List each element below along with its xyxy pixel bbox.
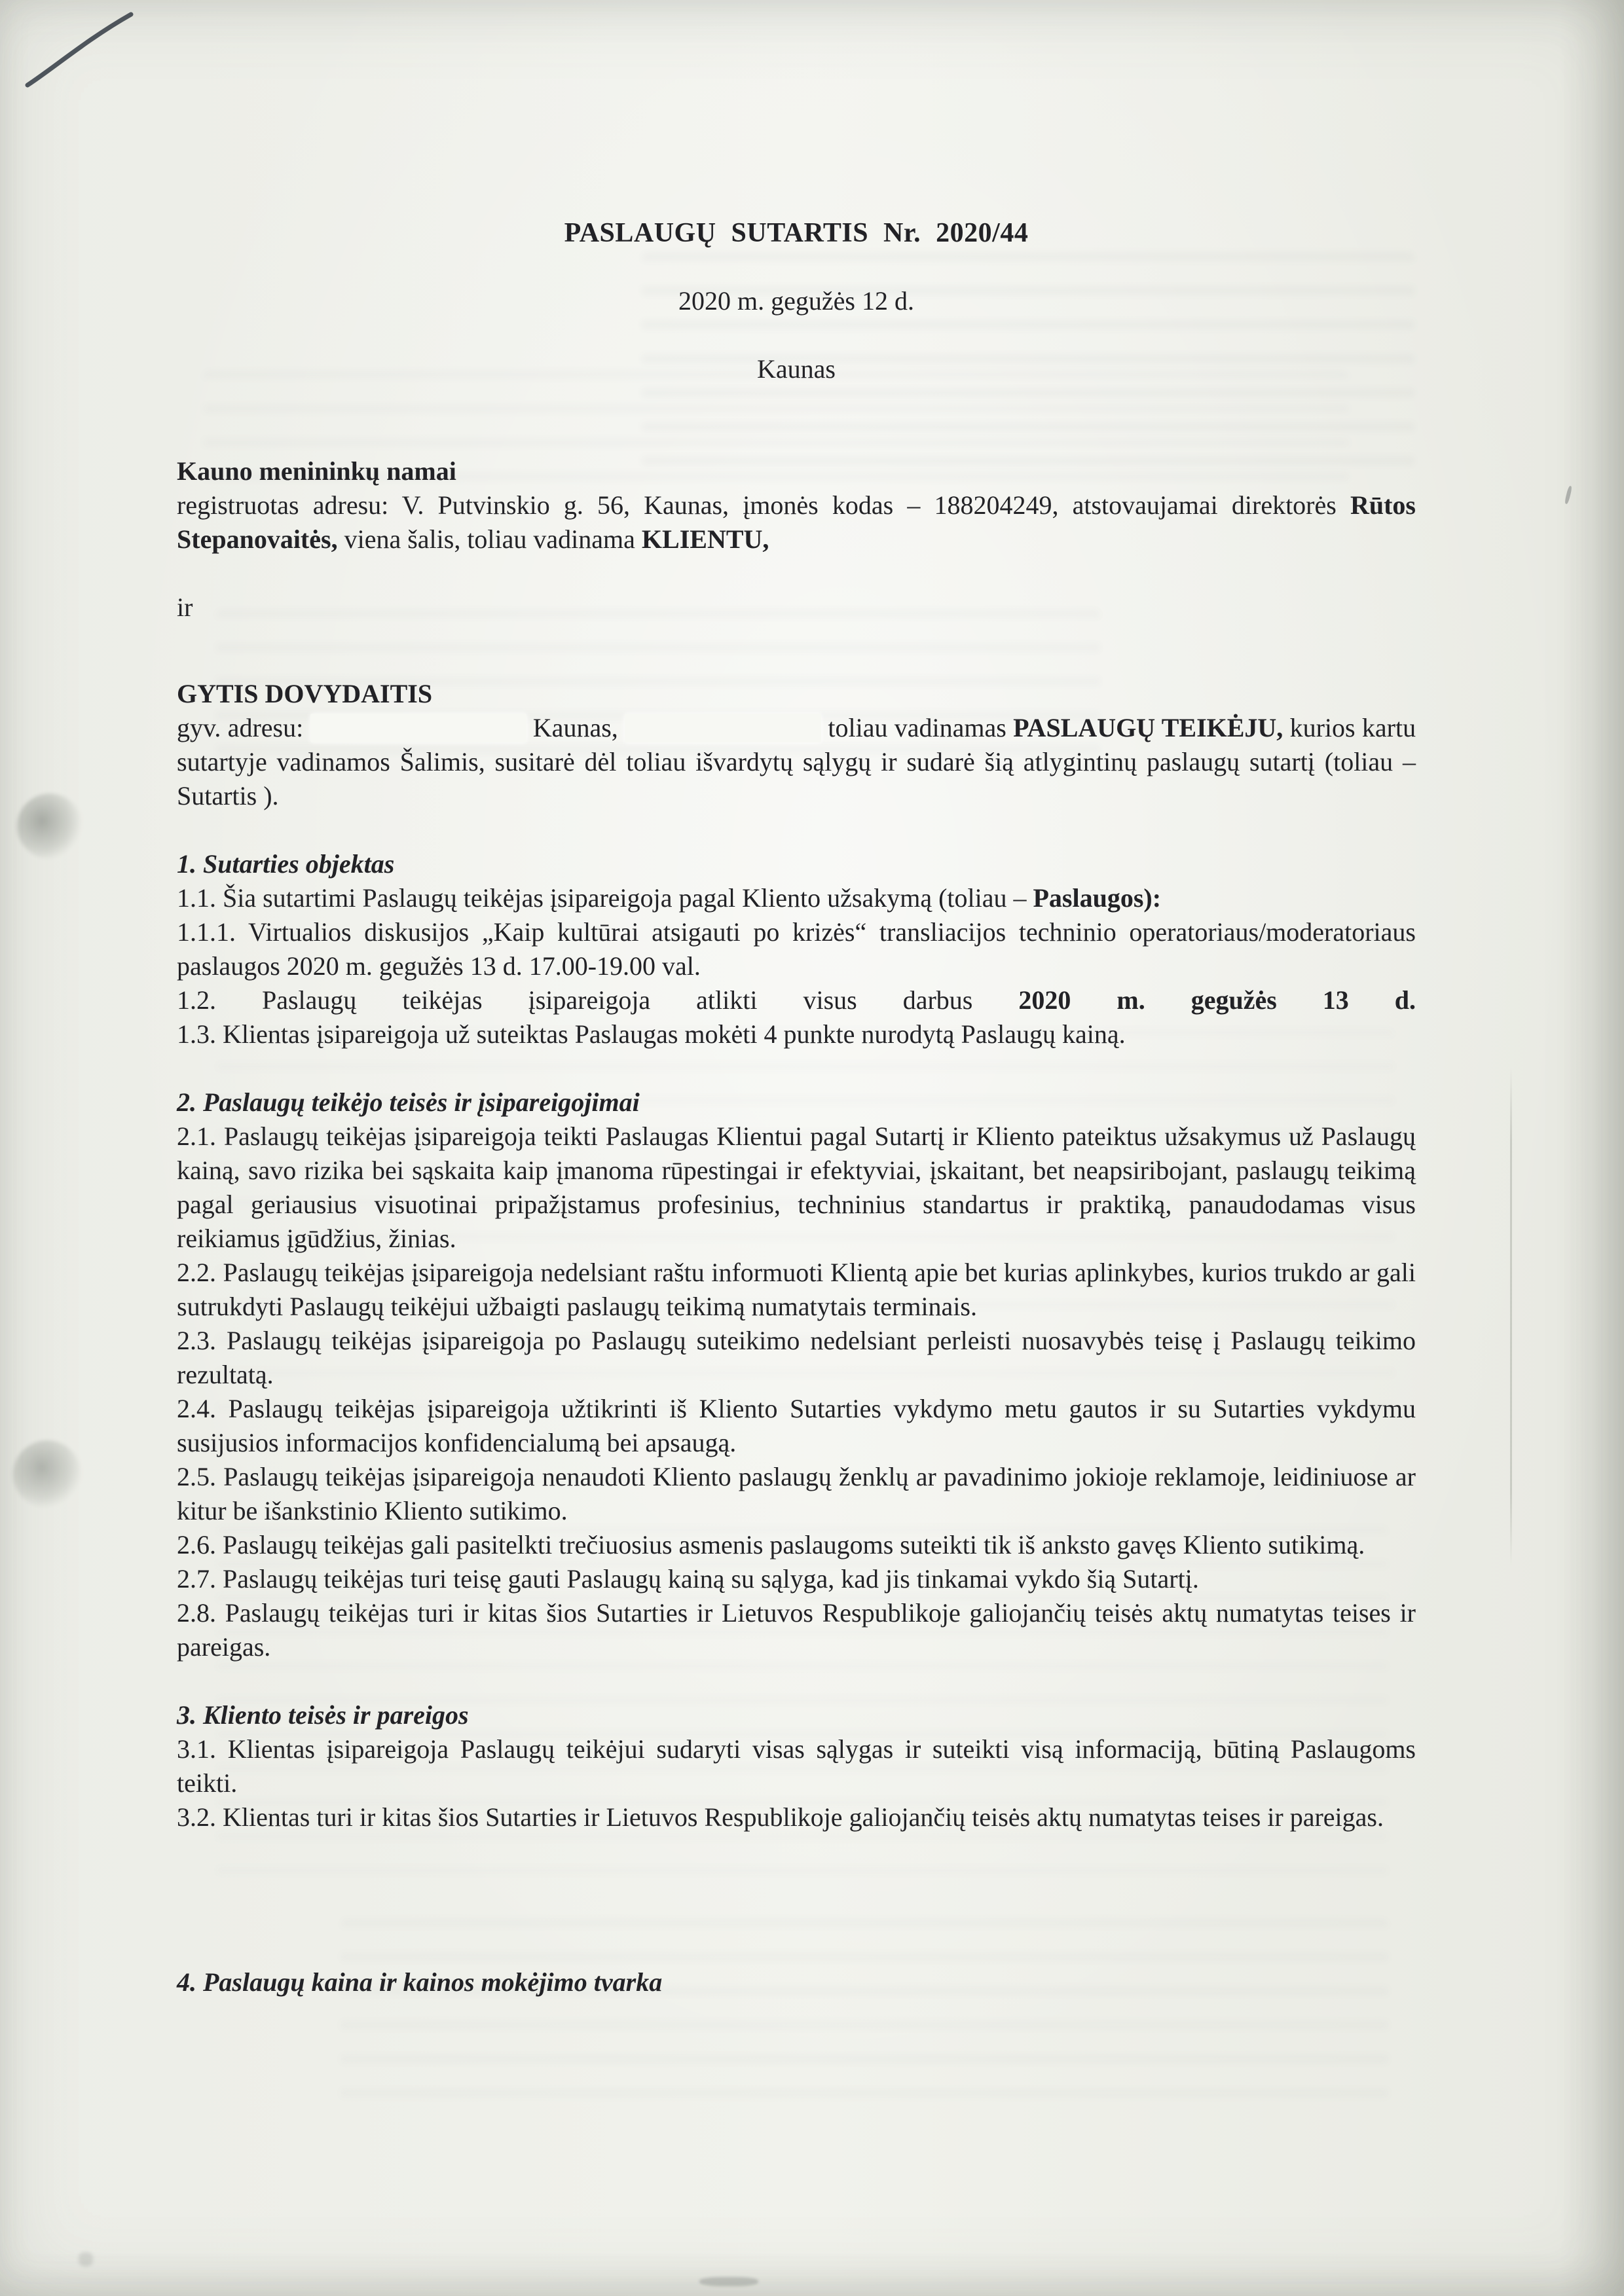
provider-name: GYTIS DOVYDAITIS bbox=[177, 679, 433, 708]
clause-3-1: 3.1. Klientas įsipareigoja Paslaugų teikėjui sudaryti visas sąlygas ir suteikti visą informaciją, būtiną Paslaugoms teikti. bbox=[177, 1734, 1416, 1798]
clause-1-1-1: 1.1.1. Virtualios diskusijos „Kaip kultūrai atsigauti po krizės“ transliacijos techninio operatoriaus/moderatoriaus paslaugos 2020 m. gegužės 13 d. 17.00-19.00 val. bbox=[177, 917, 1416, 981]
crease-line bbox=[1510, 1067, 1512, 1565]
section-1-heading: 1. Sutarties objektas bbox=[177, 849, 395, 879]
scan-speck bbox=[79, 2252, 93, 2267]
clause-2-5: 2.5. Paslaugų teikėjas įsipareigoja nenaudoti Kliento paslaugų ženklų ar pavadinimo jokioje reklamoje, leidiniuose ar kitur be išankstinio Kliento sutikimo. bbox=[177, 1462, 1416, 1525]
provider-address-city: Kaunas, bbox=[532, 713, 618, 742]
client-director-name: Rūtos Stepanovaitės, bbox=[177, 490, 1416, 554]
pen-mark bbox=[18, 5, 149, 97]
provider-term: PASLAUGŲ TEIKĖJU, bbox=[1013, 713, 1283, 742]
document-title: PASLAUGŲ SUTARTIS Nr. 2020/44 bbox=[564, 218, 1029, 248]
client-mid-text: viena šalis, toliau vadinama bbox=[344, 524, 635, 554]
section-2-heading: 2. Paslaugų teikėjo teisės ir įsipareigojimai bbox=[177, 1087, 640, 1117]
provider-tail-text: kurios kartu sutartyje vadinamos Šalimis, susitarė dėl toliau išvardytų sąlygų ir sudarė šią atlygintinų paslaugų sutartį (toliau – Sutartis ). bbox=[177, 713, 1416, 811]
document-content bbox=[177, 216, 1416, 1999]
clause-1-2 bbox=[177, 983, 1416, 1017]
clause-2-4: 2.4. Paslaugų teikėjas įsipareigoja užtikrinti iš Kliento Sutarties vykdymo metu gautos ir su Sutarties vykdymu susijusios informacijos konfidencialumą bei apsaugą. bbox=[177, 1394, 1416, 1457]
clause-3-2: 3.2. Klientas turi ir kitas šios Sutarties ir Lietuvos Respublikoje galiojančių teisės aktų numatytas teises ir pareigas. bbox=[177, 1802, 1384, 1832]
clause-1-1-bold: Paslaugos): bbox=[1033, 883, 1162, 913]
section-4-heading: 4. Paslaugų kaina ir kainos mokėjimo tvarka bbox=[177, 1967, 663, 1997]
clause-2-3: 2.3. Paslaugų teikėjas įsipareigoja po Paslaugų suteikimo nedelsiant perleisti nuosavybės teisę į Paslaugų teikimo rezultatą. bbox=[177, 1326, 1416, 1389]
scan-speck bbox=[699, 2277, 758, 2286]
document-city: Kaunas bbox=[757, 354, 836, 384]
provider-mid-text: toliau vadinamas bbox=[828, 713, 1006, 742]
provider-party-block bbox=[177, 677, 1416, 813]
clause-2-6: 2.6. Paslaugų teikėjas gali pasitelkti trečiuosius asmenis paslaugoms suteikti tik iš anksto gavęs Kliento sutikimą. bbox=[177, 1530, 1365, 1559]
parties-connector: ir bbox=[177, 592, 193, 622]
provider-address-label: gyv. adresu: bbox=[177, 713, 304, 742]
scan-speck bbox=[1564, 486, 1573, 505]
client-registered-line: registruotas adresu: V. Putvinskio g. 56, Kaunas, įmonės kodas – 188204249, atstovaujamai direktorės bbox=[177, 490, 1337, 520]
clause-1-1 bbox=[177, 881, 1416, 915]
redacted-address-field bbox=[625, 714, 821, 742]
clause-2-2: 2.2. Paslaugų teikėjas įsipareigoja nedelsiant raštu informuoti Klientą apie bet kurias aplinkybes, kurios trukdo ar gali sutrukdyti Paslaugų teikėjui užbaigti paslaugų teikimą numatytais terminais. bbox=[177, 1258, 1416, 1321]
section-3-heading: 3. Kliento teisės ir pareigos bbox=[177, 1700, 469, 1730]
client-party-block bbox=[177, 454, 1416, 556]
clause-1-1-text: 1.1. Šia sutartimi Paslaugų teikėjas įsipareigoja pagal Kliento užsakymą (toliau – bbox=[177, 883, 1027, 913]
clause-2-1: 2.1. Paslaugų teikėjas įsipareigoja teikti Paslaugas Klientui pagal Sutartį ir Kliento pateiktus užsakymus už Paslaugų kainą, savo rizika bei sąskaita kaip įmanoma rūpestingai ir efektyviai, įskaitant, bet neapsiribojant, paslaugų teikimą pagal geriausius visuotinai pripažįstamus profesinius, techninius standartus ir praktiką, panaudodamas visus reikiamus įgūdžius, žinias. bbox=[177, 1121, 1416, 1253]
client-name: Kauno menininkų namai bbox=[177, 456, 456, 486]
hole-punch-shadow-top bbox=[17, 793, 83, 859]
clause-2-8: 2.8. Paslaugų teikėjas turi ir kitas šios Sutarties ir Lietuvos Respublikoje galiojančių teisės aktų numatytas teises ir pareigas. bbox=[177, 1598, 1416, 1662]
clause-1-2-bold-date: 2020 m. gegužės 13 d. bbox=[1018, 985, 1416, 1015]
redacted-address-field bbox=[310, 714, 526, 742]
client-term: KLIENTU, bbox=[641, 524, 769, 554]
hole-punch-shadow-bottom bbox=[13, 1440, 81, 1508]
clause-1-2-text: 1.2. Paslaugų teikėjas įsipareigoja atlikti visus darbus bbox=[177, 985, 973, 1015]
clause-1-3: 1.3. Klientas įsipareigoja už suteiktas Paslaugas mokėti 4 punkte nurodytą Paslaugų kainą. bbox=[177, 1019, 1126, 1049]
document-date: 2020 m. gegužės 12 d. bbox=[678, 286, 914, 316]
clause-2-7: 2.7. Paslaugų teikėjas turi teisę gauti Paslaugų kainą su sąlyga, kad jis tinkamai vykdo šią Sutartį. bbox=[177, 1564, 1199, 1594]
